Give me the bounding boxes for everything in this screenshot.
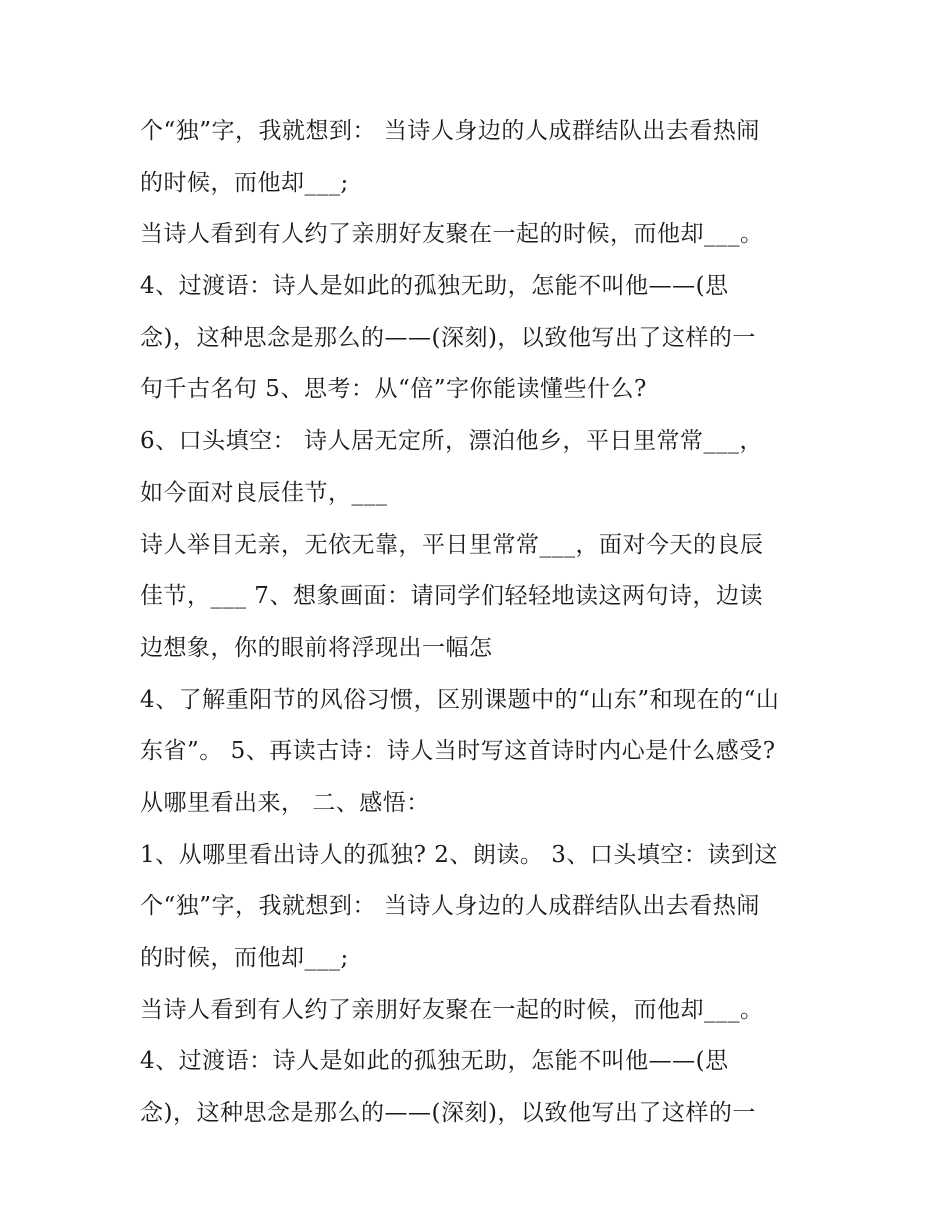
text-line: 的时候，而他却___; xyxy=(140,945,349,971)
text-line: 4、过渡语：诗人是如此的孤独无助，怎能不叫他——(思 xyxy=(140,1048,729,1075)
text-line: 4、了解重阳节的风俗习惯，区别课题中的“山东”和现在的“山 xyxy=(140,686,780,713)
text-line: 边想象，你的眼前将浮现出一幅怎 xyxy=(140,634,493,661)
text-line: 念)，这种思念是那么的——(深刻)，以致他写出了这样的一 xyxy=(140,324,756,351)
text-line: 个“独”字，我就想到： 当诗人身边的人成群结队出去看热闹 xyxy=(140,893,760,920)
text-line: 1、从哪里看出诗人的孤独? 2、朗读。 3、口头填空：读到这 xyxy=(140,841,778,868)
text-line: 从哪里看出来， 二、感悟： xyxy=(140,789,430,816)
text-line: 4、过渡语：诗人是如此的孤独无助，怎能不叫他——(思 xyxy=(140,273,729,300)
text-line: 当诗人看到有人约了亲朋好友聚在一起的时候，而他却___。 xyxy=(140,996,764,1023)
text-line: 6、口头填空： 诗人居无定所，漂泊他乡，平日里常常___， xyxy=(140,428,763,455)
text-line: 个“独”字，我就想到： 当诗人身边的人成群结队出去看热闹 xyxy=(140,118,760,144)
text-line: 的时候，而他却___; xyxy=(140,169,349,196)
document-body xyxy=(140,106,820,1140)
text-line: 当诗人看到有人约了亲朋好友聚在一起的时候，而他却___。 xyxy=(140,221,764,248)
text-line: 念)，这种思念是那么的——(深刻)，以致他写出了这样的一 xyxy=(140,1100,756,1127)
text-line: 诗人举目无亲，无依无靠，平日里常常___，面对今天的良辰 xyxy=(140,531,764,558)
text-line: 佳节，___ 7、想象画面：请同学们轻轻地读这两句诗，边读 xyxy=(140,583,763,610)
text-line: 如今面对良辰佳节，___ xyxy=(140,479,388,506)
text-line: 句千古名句 5、思考：从“倍”字你能读懂些什么? xyxy=(140,376,647,403)
text-line: 东省”。 5、再读古诗：诗人当时写这首诗时内心是什么感受? xyxy=(140,738,776,765)
